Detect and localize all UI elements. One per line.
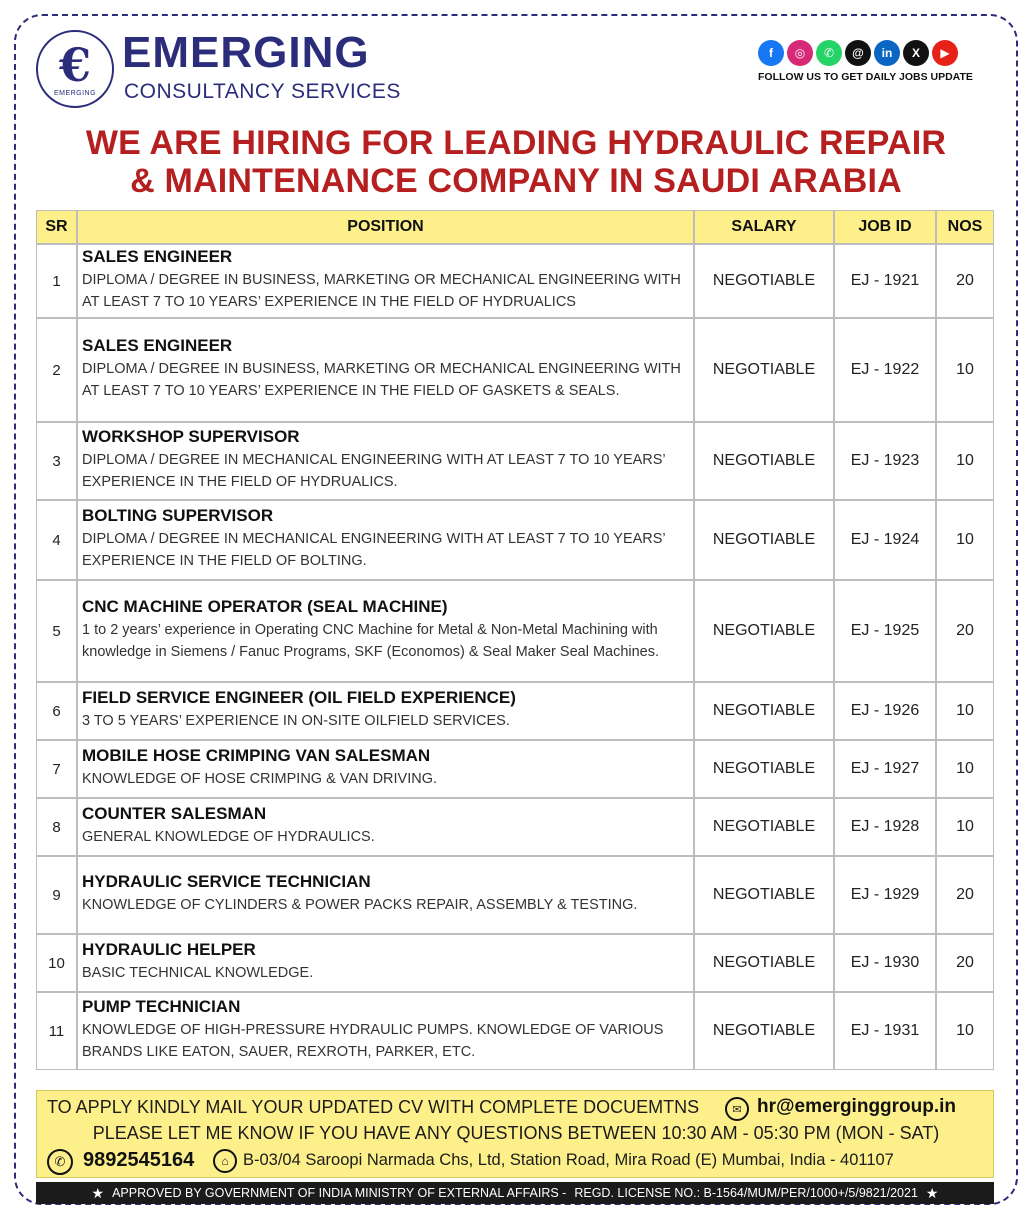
position-title: MOBILE HOSE CRIMPING VAN SALESMAN [82,746,431,765]
approved-text: APPROVED BY GOVERNMENT OF INDIA MINISTRY OF EXTERNAL AFFAIRS - [112,1186,567,1200]
cell-sr: 9 [36,856,77,934]
cell-nos: 20 [936,934,994,992]
cell-job-id: EJ - 1927 [834,740,936,798]
social-icons [758,40,958,66]
position-description: KNOWLEDGE OF HOSE CRIMPING & VAN DRIVING. [82,771,438,787]
linkedin-icon[interactable]: in [874,40,900,66]
cell-sr: 6 [36,682,77,740]
phone-icon: ✆ [47,1149,73,1175]
cell-job-id: EJ - 1930 [834,934,936,992]
apply-instructions: TO APPLY KINDLY MAIL YOUR UPDATED CV WITH COMPLETE DOCUEMTNS [47,1097,700,1117]
position-description: DIPLOMA / DEGREE IN BUSINESS, MARKETING OR MECHANICAL ENGINEERING WITH AT LEAST 7 TO 10 YEARS’ EXPERIENCE IN THE FIELD OF HYDRUALICS [82,272,681,310]
cell-position [77,682,694,740]
cell-sr: 5 [36,580,77,682]
logo-letter: € [58,37,91,92]
position-description: DIPLOMA / DEGREE IN BUSINESS, MARKETING OR MECHANICAL ENGINEERING WITH AT LEAST 7 TO 10 YEARS’ EXPERIENCE IN THE FIELD OF GASKETS & SEALS. [82,361,681,399]
header-nos: NOS [936,210,994,244]
cell-sr: 8 [36,798,77,856]
cell-salary: NEGOTIABLE [694,244,834,318]
cell-sr: 2 [36,318,77,422]
follow-text: FOLLOW US TO GET DAILY JOBS UPDATE [758,71,973,83]
cell-sr: 4 [36,500,77,580]
whatsapp-icon[interactable]: ✆ [816,40,842,66]
header-job-id: JOB ID [834,210,936,244]
company-logo [36,30,114,108]
cell-nos: 10 [936,682,994,740]
cell-position [77,856,694,934]
position-description: BASIC TECHNICAL KNOWLEDGE. [82,965,314,981]
cell-sr: 11 [36,992,77,1070]
cell-nos: 10 [936,318,994,422]
cell-nos: 20 [936,580,994,682]
youtube-icon[interactable]: ▶ [932,40,958,66]
logo-caption: EMERGING [53,89,97,97]
contact-email[interactable]: hr@emerginggroup.in [757,1096,957,1117]
position-description: KNOWLEDGE OF HIGH-PRESSURE HYDRAULIC PUMPS. KNOWLEDGE OF VARIOUS BRANDS LIKE EATON, SAUER, REXROTH, PARKER, ETC. [82,1022,664,1060]
cell-sr: 1 [36,244,77,318]
instagram-icon[interactable]: ◎ [787,40,813,66]
position-description: GENERAL KNOWLEDGE OF HYDRAULICS. [82,829,375,845]
approval-bar [36,1182,994,1204]
contact-phone[interactable]: 9892545164 [83,1149,195,1171]
cell-nos: 10 [936,992,994,1070]
cell-position [77,500,694,580]
cell-salary: NEGOTIABLE [694,934,834,992]
cell-salary: NEGOTIABLE [694,500,834,580]
star-icon: ★ [925,1184,939,1201]
facebook-icon[interactable]: f [758,40,784,66]
cell-position [77,992,694,1070]
position-title: SALES ENGINEER [82,247,233,266]
cell-job-id: EJ - 1928 [834,798,936,856]
x-icon[interactable]: X [903,40,929,66]
position-title: WORKSHOP SUPERVISOR [82,427,300,446]
table-row [36,580,994,682]
cell-nos: 20 [936,856,994,934]
headline-line-1: WE ARE HIRING FOR LEADING HYDRAULIC REPAIR [85,124,947,162]
cell-position [77,740,694,798]
cell-job-id: EJ - 1923 [834,422,936,500]
cell-job-id: EJ - 1924 [834,500,936,580]
star-icon: ★ [91,1184,105,1201]
cell-salary: NEGOTIABLE [694,740,834,798]
brand-subtitle: CONSULTANCY SERVICES [124,80,401,103]
cell-nos: 10 [936,740,994,798]
headline-line-2: & MAINTENANCE COMPANY IN SAUDI ARABIA [130,162,902,200]
cell-nos: 20 [936,244,994,318]
table-row [36,934,994,992]
cell-salary: NEGOTIABLE [694,856,834,934]
position-description: 3 TO 5 YEARS’ EXPERIENCE IN ON-SITE OILFIELD SERVICES. [82,713,510,729]
cell-position [77,318,694,422]
table-row [36,856,994,934]
cell-salary: NEGOTIABLE [694,318,834,422]
threads-icon[interactable]: @ [845,40,871,66]
brand-name: EMERGING [122,28,370,77]
table-row [36,798,994,856]
table-row [36,740,994,798]
cell-sr: 3 [36,422,77,500]
cell-salary: NEGOTIABLE [694,682,834,740]
cell-job-id: EJ - 1921 [834,244,936,318]
cell-position [77,798,694,856]
position-description: DIPLOMA / DEGREE IN MECHANICAL ENGINEERING WITH AT LEAST 7 TO 10 YEARS’ EXPERIENCE IN THE FIELD OF HYDRUALICS. [82,452,666,490]
cell-position [77,422,694,500]
table-row [36,992,994,1070]
cell-position [77,934,694,992]
position-title: PUMP TECHNICIAN [82,997,241,1016]
cell-sr: 7 [36,740,77,798]
cell-job-id: EJ - 1925 [834,580,936,682]
cell-position [77,244,694,318]
cell-sr: 10 [36,934,77,992]
header-salary: SALARY [694,210,834,244]
cell-nos: 10 [936,798,994,856]
position-title: SALES ENGINEER [82,336,233,355]
cell-job-id: EJ - 1922 [834,318,936,422]
table-header-row [36,210,994,244]
cell-job-id: EJ - 1931 [834,992,936,1070]
cell-job-id: EJ - 1926 [834,682,936,740]
cell-job-id: EJ - 1929 [834,856,936,934]
cell-salary: NEGOTIABLE [694,798,834,856]
position-title: HYDRAULIC SERVICE TECHNICIAN [82,872,371,891]
jobs-table [36,210,994,1070]
header-position: POSITION [77,210,694,244]
table-row [36,244,994,318]
position-title: CNC MACHINE OPERATOR (SEAL MACHINE) [82,597,448,616]
cell-salary: NEGOTIABLE [694,422,834,500]
mail-icon: ✉ [725,1097,749,1121]
position-title: COUNTER SALESMAN [82,804,267,823]
position-title: BOLTING SUPERVISOR [82,506,274,525]
office-address: B-03/04 Saroopi Narmada Chs, Ltd, Station Road, Mira Road (E) Mumbai, India - 401107 [243,1151,894,1169]
license-text: REGD. LICENSE NO.: B-1564/MUM/PER/1000+/5/9821/2021 [574,1186,918,1200]
position-description: DIPLOMA / DEGREE IN MECHANICAL ENGINEERING WITH AT LEAST 7 TO 10 YEARS’ EXPERIENCE IN THE FIELD OF BOLTING. [82,531,666,569]
cell-salary: NEGOTIABLE [694,992,834,1070]
position-title: FIELD SERVICE ENGINEER (OIL FIELD EXPERIENCE) [82,688,516,707]
header-sr: SR [36,210,77,244]
position-title: HYDRAULIC HELPER [82,940,256,959]
cell-nos: 10 [936,422,994,500]
position-description: KNOWLEDGE OF CYLINDERS & POWER PACKS REPAIR, ASSEMBLY & TESTING. [82,897,638,913]
questions-text: PLEASE LET ME KNOW IF YOU HAVE ANY QUESTIONS BETWEEN 10:30 AM - 05:30 PM (MON - SAT) [92,1123,940,1143]
position-description: 1 to 2 years’ experience in Operating CNC Machine for Metal & Non-Metal Machining with knowledge in Siemens / Fanuc Programs, SKF (Economos) & Seal Maker Seal Machines. [82,622,660,660]
cell-position [77,580,694,682]
cell-salary: NEGOTIABLE [694,580,834,682]
table-row [36,318,994,422]
table-row [36,500,994,580]
home-icon: ⌂ [213,1149,237,1173]
apply-box [36,1090,994,1178]
table-row [36,422,994,500]
cell-nos: 10 [936,500,994,580]
table-row [36,682,994,740]
